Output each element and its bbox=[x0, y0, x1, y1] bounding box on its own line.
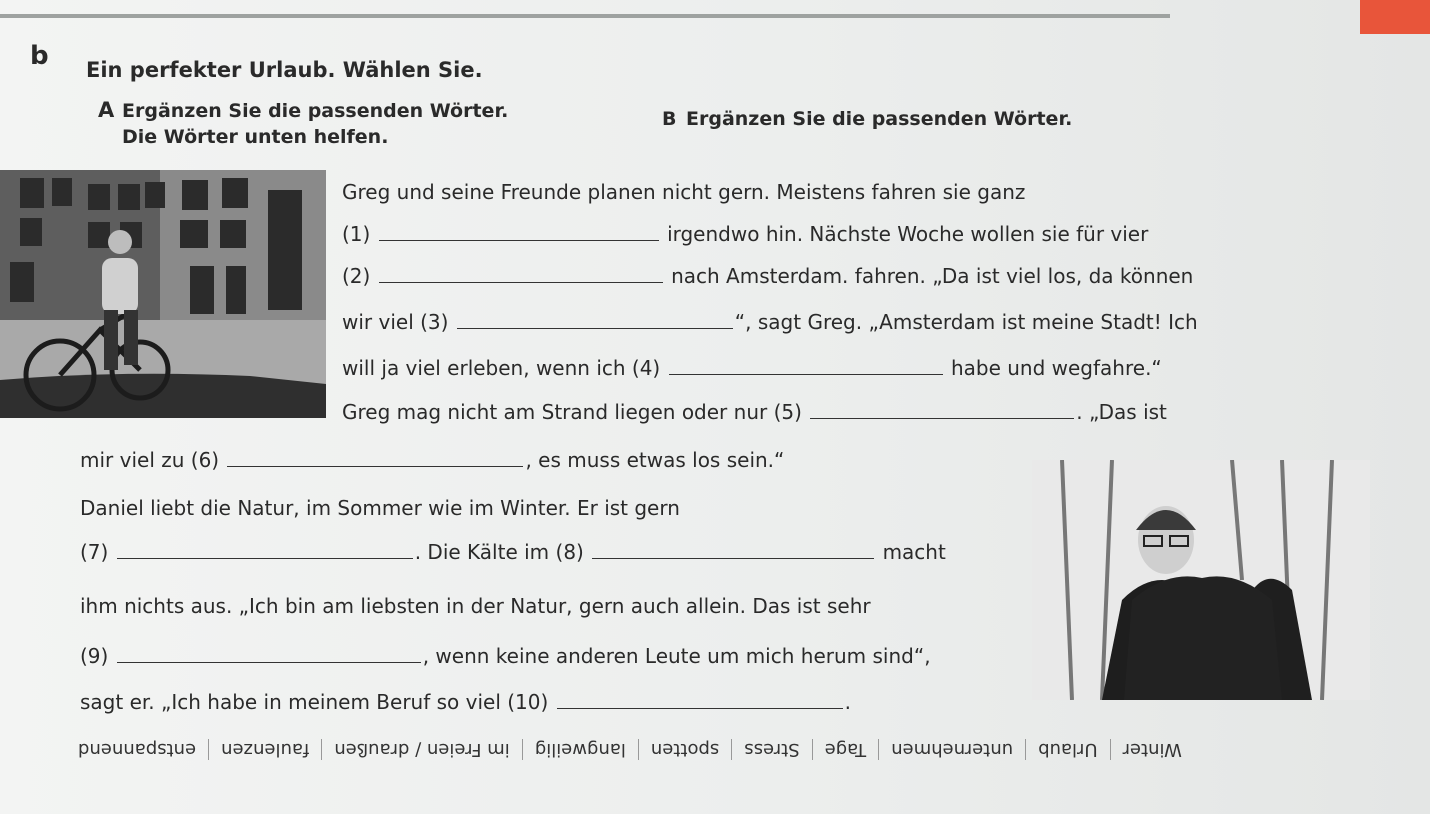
gap-2-blank[interactable] bbox=[379, 264, 663, 283]
text-line-11 bbox=[80, 644, 931, 668]
part-b-instruction: Ergänzen Sie die passenden Wörter. bbox=[686, 108, 1073, 130]
text-line-5-before: will ja viel erleben, wenn ich (4) bbox=[342, 356, 661, 380]
text-line-3 bbox=[342, 264, 1193, 288]
text-line-3-after: nach Amsterdam. fahren. „Da ist viel los, da können bbox=[671, 264, 1194, 288]
part-b-label: B bbox=[662, 108, 677, 130]
exercise-label: b bbox=[30, 41, 49, 71]
word-box-item: faulenzen bbox=[209, 740, 322, 761]
text-line-9-mid: . Die Kälte im (8) bbox=[414, 540, 584, 564]
word-box-item: spotten bbox=[639, 740, 732, 761]
gap-5-blank[interactable] bbox=[810, 400, 1074, 419]
text-line-7 bbox=[80, 448, 784, 472]
text-line-8: Daniel liebt die Natur, im Sommer wie im Winter. Er ist gern bbox=[80, 496, 680, 520]
word-box-item: Tage bbox=[813, 740, 880, 761]
gap-8-blank[interactable] bbox=[592, 540, 874, 559]
text-line-6-before: Greg mag nicht am Strand liegen oder nur (5) bbox=[342, 400, 802, 424]
gap-number-7: (7) bbox=[80, 540, 109, 564]
gap-number-2: (2) bbox=[342, 264, 371, 288]
text-line-12-after: . bbox=[844, 690, 852, 714]
gap-4-blank[interactable] bbox=[669, 356, 943, 375]
gap-3-blank[interactable] bbox=[457, 310, 733, 329]
text-line-5-after: habe und wegfahre.“ bbox=[950, 356, 1162, 380]
gap-number-9: (9) bbox=[80, 644, 109, 668]
word-box-item: Winter bbox=[1122, 739, 1182, 761]
gap-1-blank[interactable] bbox=[379, 222, 659, 241]
text-line-7-after: , es muss etwas los sein.“ bbox=[525, 448, 785, 472]
gap-6-blank[interactable] bbox=[227, 448, 523, 467]
text-line-6 bbox=[342, 400, 1167, 424]
gap-10-blank[interactable] bbox=[557, 690, 843, 709]
text-line-10: ihm nichts aus. „Ich bin am liebsten in der Natur, gern auch allein. Das ist sehr bbox=[80, 594, 871, 618]
text-line-6-after: . „Das ist bbox=[1076, 400, 1167, 424]
gap-9-blank[interactable] bbox=[117, 644, 421, 663]
part-a-instruction: Ergänzen Sie die passenden Wörter. bbox=[122, 100, 509, 122]
text-line-1: Greg und seine Freunde planen nicht gern. Meistens fahren sie ganz bbox=[342, 180, 1026, 204]
part-a-instruction-2: Die Wörter unten helfen. bbox=[122, 126, 389, 148]
text-line-2 bbox=[342, 222, 1148, 246]
text-line-4 bbox=[342, 310, 1198, 334]
text-line-4-after: “, sagt Greg. „Amsterdam ist meine Stadt! Ich bbox=[734, 310, 1198, 334]
exercise-title: Ein perfekter Urlaub. Wählen Sie. bbox=[86, 58, 483, 82]
text-line-12 bbox=[80, 690, 851, 714]
word-box-item: im Freien / draußen bbox=[322, 740, 522, 761]
text-line-11-after: , wenn keine anderen Leute um mich herum sind“, bbox=[422, 644, 931, 668]
part-a-label: A bbox=[98, 98, 115, 122]
red-corner-tab bbox=[1360, 0, 1430, 34]
word-box-item: unternehmen bbox=[879, 740, 1026, 761]
gap-number-1: (1) bbox=[342, 222, 371, 246]
text-line-5 bbox=[342, 356, 1162, 380]
word-box bbox=[66, 730, 1406, 770]
text-line-9-after: macht bbox=[882, 540, 946, 564]
word-box-item: langweilig bbox=[523, 740, 639, 761]
amsterdam-cyclist-photo bbox=[0, 170, 326, 418]
winter-man-photo bbox=[1032, 460, 1370, 700]
text-line-4-before: wir viel (3) bbox=[342, 310, 449, 334]
top-rule bbox=[0, 14, 1170, 18]
text-line-2-after: irgendwo hin. Nächste Woche wollen sie für vier bbox=[667, 222, 1149, 246]
gap-7-blank[interactable] bbox=[117, 540, 413, 559]
word-box-item: Urlaub bbox=[1026, 740, 1110, 761]
text-line-7-before: mir viel zu (6) bbox=[80, 448, 220, 472]
text-line-12-before: sagt er. „Ich habe in meinem Beruf so viel (10) bbox=[80, 690, 549, 714]
word-box-item: Stress bbox=[732, 740, 812, 761]
word-box-item: entspannend bbox=[66, 740, 209, 761]
text-line-9 bbox=[80, 540, 946, 564]
